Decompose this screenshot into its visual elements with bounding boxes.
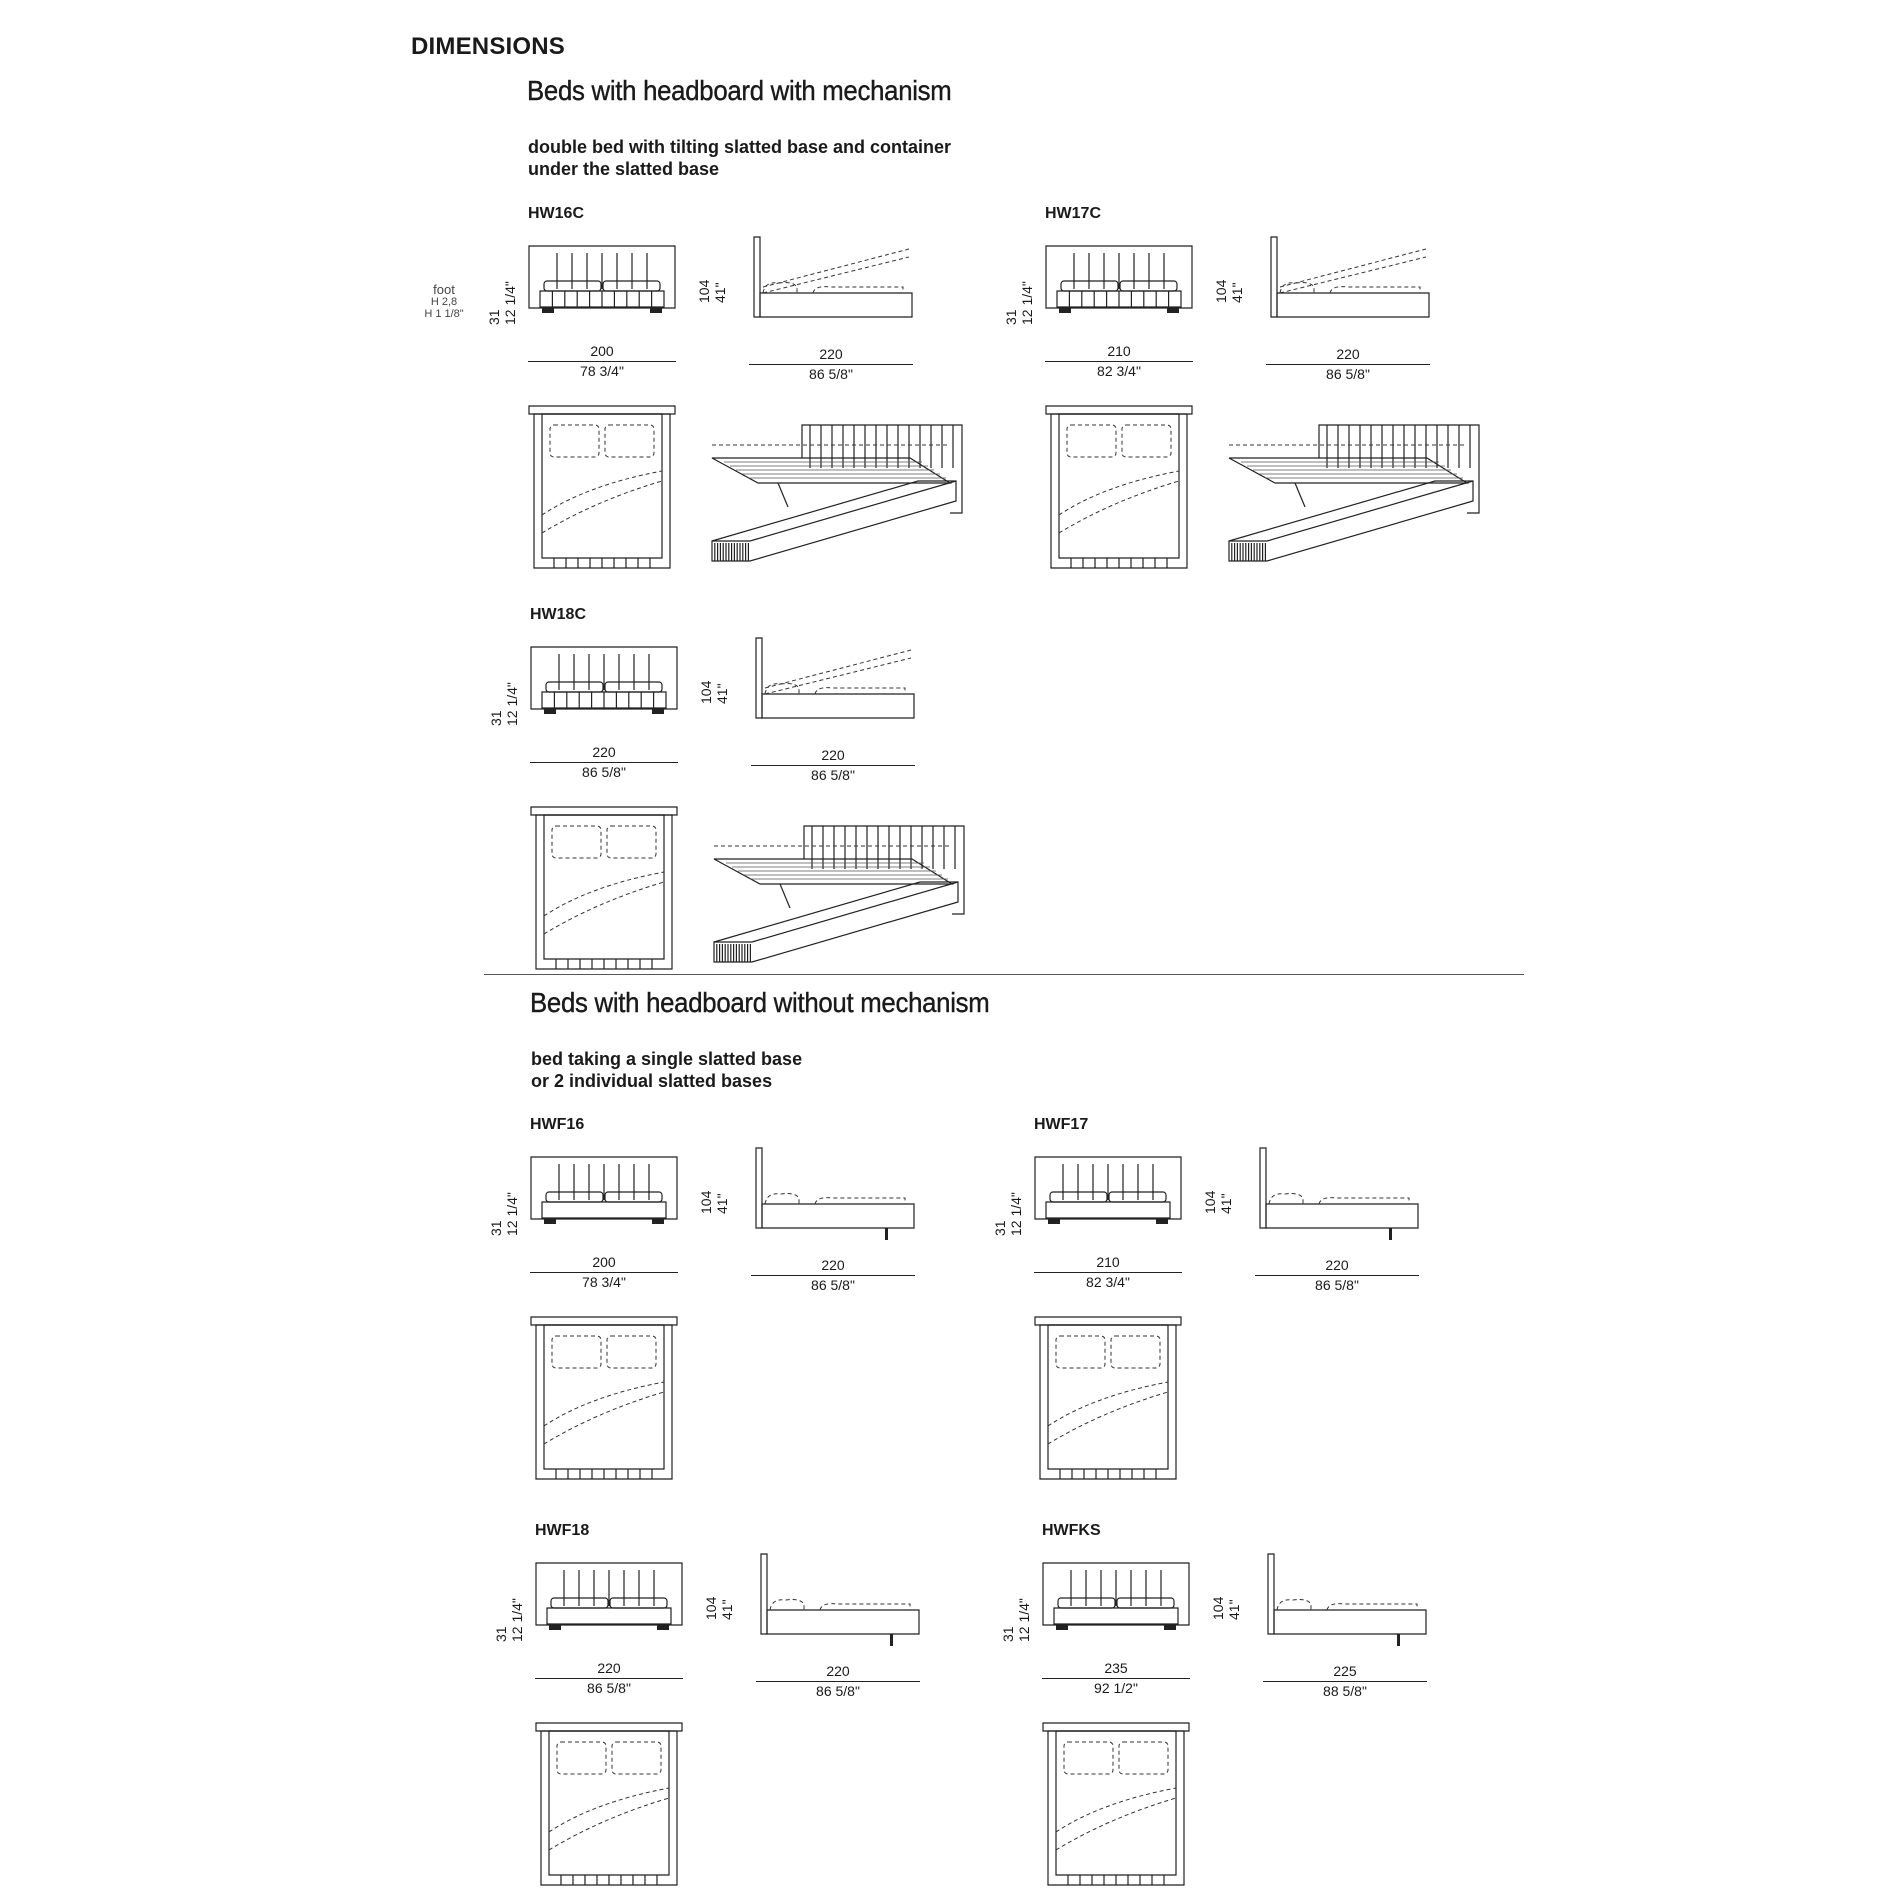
length-cm-label: 220 <box>826 1663 850 1679</box>
width-cm-label: 200 <box>592 1254 616 1270</box>
width-cm-label: 210 <box>1096 1254 1120 1270</box>
length-in-label: 86 5/8" <box>816 1683 860 1699</box>
front-view-drawing <box>1042 1562 1190 1637</box>
model-code: HW16C <box>528 205 585 222</box>
height-cm-label: 31 <box>1000 1626 1016 1642</box>
length-cm-label: 220 <box>821 1257 845 1273</box>
height-cm-label: 31 <box>1003 309 1019 325</box>
section-heading-no-mechanism: Beds with headboard without mechanism <box>530 987 990 1018</box>
side-view-drawing <box>1259 1148 1419 1243</box>
height-in-label: 12 1/4" <box>1008 1192 1024 1236</box>
headboard-cm-label: 104 <box>1213 279 1229 303</box>
front-view-drawing <box>535 1562 683 1637</box>
section-heading-mechanism: Beds with headboard with mechanism <box>527 75 952 106</box>
width-in-label: 82 3/4" <box>1086 1274 1130 1290</box>
plan-view-drawing <box>1045 405 1193 569</box>
headboard-cm-label: 104 <box>703 1596 719 1620</box>
width-in-label: 82 3/4" <box>1097 363 1141 379</box>
width-cm-label: 220 <box>592 744 616 760</box>
headboard-cm-label: 104 <box>696 279 712 303</box>
model-code: HW18C <box>530 606 587 623</box>
front-view-drawing <box>530 1156 678 1231</box>
headboard-cm-label: 104 <box>1202 1190 1218 1214</box>
side-view-drawing <box>1270 237 1430 332</box>
headboard-cm-label: 104 <box>1210 1596 1226 1620</box>
length-in-label: 86 5/8" <box>811 767 855 783</box>
width-in-label: 86 5/8" <box>587 1680 631 1696</box>
height-in-label: 12 1/4" <box>1019 281 1035 325</box>
headboard-in-label: 41" <box>1218 1193 1234 1214</box>
height-in-label: 12 1/4" <box>1016 1598 1032 1642</box>
side-view-drawing <box>755 638 915 733</box>
plan-view-drawing <box>530 1316 678 1480</box>
isometric-view-drawing <box>712 824 968 966</box>
plan-view-drawing <box>530 806 678 970</box>
length-cm-label: 220 <box>1336 346 1360 362</box>
model-code: HWF18 <box>535 1522 590 1539</box>
headboard-cm-label: 104 <box>698 680 714 704</box>
height-in-label: 12 1/4" <box>504 1192 520 1236</box>
width-in-label: 78 3/4" <box>582 1274 626 1290</box>
front-view-drawing <box>528 245 676 320</box>
headboard-in-label: 41" <box>1226 1599 1242 1620</box>
section-divider <box>484 974 1524 975</box>
section-subheading-no-mechanism: bed taking a single slatted base or 2 individual slatted bases <box>531 1049 803 1091</box>
plan-view-drawing <box>528 405 676 569</box>
length-in-label: 86 5/8" <box>1326 366 1370 382</box>
width-cm-label: 200 <box>590 343 614 359</box>
model-code: HWFKS <box>1042 1522 1101 1539</box>
width-in-label: 78 3/4" <box>580 363 624 379</box>
height-cm-label: 31 <box>488 1220 504 1236</box>
length-cm-label: 220 <box>821 747 845 763</box>
headboard-in-label: 41" <box>714 683 730 704</box>
headboard-in-label: 41" <box>712 282 728 303</box>
length-cm-label: 225 <box>1333 1663 1357 1679</box>
height-in-label: 12 1/4" <box>504 682 520 726</box>
length-in-label: 86 5/8" <box>809 366 853 382</box>
headboard-in-label: 41" <box>714 1193 730 1214</box>
length-cm-label: 220 <box>1325 1257 1349 1273</box>
headboard-in-label: 41" <box>1229 282 1245 303</box>
headboard-in-label: 41" <box>719 1599 735 1620</box>
side-view-drawing <box>760 1554 920 1649</box>
height-cm-label: 31 <box>493 1626 509 1642</box>
foot-annotation: foot H 2,8 H 1 1/8" <box>424 282 464 320</box>
height-in-label: 12 1/4" <box>502 281 518 325</box>
side-view-drawing <box>753 237 913 332</box>
headboard-cm-label: 104 <box>698 1190 714 1214</box>
side-view-drawing <box>1267 1554 1427 1649</box>
length-in-label: 86 5/8" <box>1315 1277 1359 1293</box>
front-view-drawing <box>1045 245 1193 320</box>
isometric-view-drawing <box>1227 423 1483 565</box>
height-cm-label: 31 <box>488 710 504 726</box>
front-view-drawing <box>530 646 678 721</box>
width-in-label: 86 5/8" <box>582 764 626 780</box>
plan-view-drawing <box>1034 1316 1182 1480</box>
width-cm-label: 235 <box>1104 1660 1128 1676</box>
plan-view-drawing <box>535 1722 683 1886</box>
front-view-drawing <box>1034 1156 1182 1231</box>
section-subheading-mechanism: double bed with tilting slatted base and container under the slatted base <box>528 137 952 179</box>
width-cm-label: 220 <box>597 1660 621 1676</box>
length-cm-label: 220 <box>819 346 843 362</box>
height-cm-label: 31 <box>486 309 502 325</box>
model-code: HW17C <box>1045 205 1102 222</box>
height-cm-label: 31 <box>992 1220 1008 1236</box>
length-in-label: 86 5/8" <box>811 1277 855 1293</box>
length-in-label: 88 5/8" <box>1323 1683 1367 1699</box>
isometric-view-drawing <box>710 423 966 565</box>
model-code: HWF16 <box>530 1116 585 1133</box>
model-code: HWF17 <box>1034 1116 1089 1133</box>
page-title: DIMENSIONS <box>411 33 566 60</box>
plan-view-drawing <box>1042 1722 1190 1886</box>
height-in-label: 12 1/4" <box>509 1598 525 1642</box>
width-cm-label: 210 <box>1107 343 1131 359</box>
side-view-drawing <box>755 1148 915 1243</box>
width-in-label: 92 1/2" <box>1094 1680 1138 1696</box>
